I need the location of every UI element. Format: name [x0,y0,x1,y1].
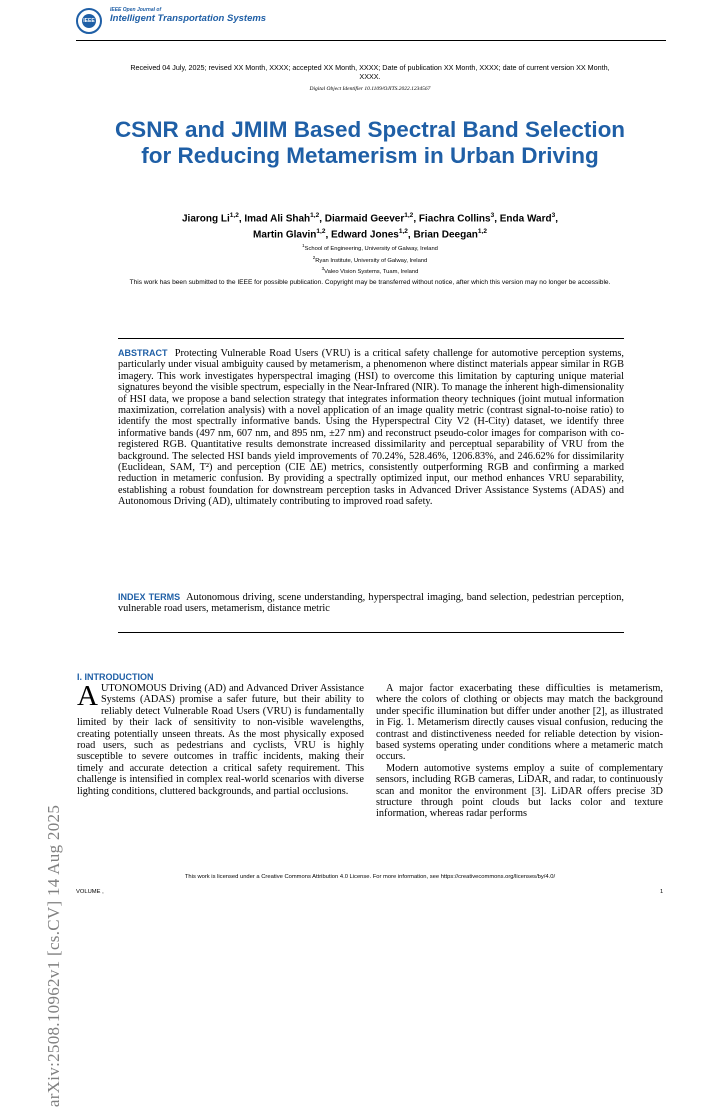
author-list: Jiarong Li$^{1,2}$, Imad Ali Shah$^{1,2}$, Diarmaid Geever$^{1,2}$, Fiachra Collins$^3$, Enda Ward$^3$, Martin Glavin$^{1,2}$, Edward Jones$^{1,2}$, Brian Deegan$^{1,2}$ [181,212,559,241]
journal-series-label: IEEE Open Journal of [110,7,162,13]
index-terms [118,592,624,615]
license-footer: This work is licensed under a Creative Commons Attribution 4.0 License. For more information, see https://creativecommons.org/licenses/by/4.0/ [184,874,556,880]
right-column [376,683,663,820]
journal-logo [76,8,102,34]
author-affiliation-mark: 1,2 [404,212,414,219]
author-name: Diarmaid Geever [324,213,405,225]
abstract-bottom-rule [118,632,624,633]
affiliations [120,242,620,277]
author-name: Fiachra Collins [418,213,491,225]
journal-logo-mark: IEEE [82,14,96,28]
header-divider [76,40,666,41]
intro-paragraph-1 [77,680,364,797]
author-name: Edward Jones [331,229,399,241]
index-terms-text: Autonomous driving, scene understanding, hyperspectral imaging, band selection, pedestrian perception, vulnerable road users, metamerism, distance metric [118,592,624,615]
author-affiliation-mark: 3 [551,212,556,219]
author-affiliation-mark: 1,2 [310,212,320,219]
journal-name: Intelligent Transportation Systems [110,13,267,24]
author-name: Jiarong Li [181,213,230,225]
arxiv-stamp: arXiv:2508.10962v1 [cs.CV] 14 Aug 2025 [44,804,63,1107]
affiliation-line: $^3$Valeo Vision Systems, Tuam, Ireland [321,266,419,275]
abstract [118,348,624,508]
abstract-label: ABSTRACT [118,348,168,358]
affiliation-line: $^2$Ryan Institute, University of Galway, Ireland [312,254,428,264]
author-affiliation-mark: 1,2 [229,212,239,219]
received-dates: Received 04 July, 2025; revised XX Month, XXXX; accepted XX Month, XXXX; Date of publication XX Month, XXXX; date of current version XX Month, XXXX. [130,63,610,81]
author-affiliation-mark: 3 [490,212,495,219]
author-name: Brian Deegan [413,229,478,241]
abstract-top-rule [118,338,624,339]
dropcap-letter: A [77,680,98,712]
abstract-text: Protecting Vulnerable Road Users (VRU) is a critical safety challenge for automotive perception systems, particularly under visual ambiguity caused by metamerism, a phenomenon where distinct materials appear similar in RGB imagery. This work investigates hyperspectral imaging (HSI) to overcome this limitation by capturing unique material signatures beyond the visible spectrum, especially in the Near-Infrared (NIR). To manage the inherent high-dimensionality of HSI data, we propose a band selection strategy that integrates information theory techniques (joint mutual information maximization, correlation analysis) with a novel application of an image quality metric (contrast signal-to-noise ratio) to identify the most spectrally informative bands. Using the Hyperspectral City V2 (H-City) dataset, we identify three informative bands (497 nm, 607 nm, and 895 nm, ±27 nm) and reconstruct pseudo-color images for comparison with co-registered RGB. Quantitative results demonstrate increased dissimilarity and perceptual separability of VRU from the background. The selected HSI bands yield improvements of 70.24%, 528.46%, 1206.83%, and 246.62% for dissimilarity (Euclidean, SAM, T²) and perception (CIE ΔE) metrics, consistently outperforming RGB and confirming a marked reduction in metameric confusion. By providing a spectrally optimized input, our method enhances VRU separability, establishing a robust foundation for downstream perception tasks in Advanced Driver Assistance Systems (ADAS) and Autonomous Driving (AD), ultimately contributing to improved road safety. [118,348,624,508]
author-affiliation-mark: 1,2 [316,228,326,236]
paper-title: CSNR and JMIM Based Spectral Band Selection for Reducing Metamerism in Urban Driving [114,117,626,168]
doi: Digital Object Identifier 10.1109/OJITS.2022.1234567 [309,86,431,92]
affiliation-line: $^1$School of Engineering, University of Galway, Ireland [302,243,438,252]
left-column [77,672,364,797]
author-name: Martin Glavin [253,229,317,241]
page-number: 1 [660,889,664,895]
submission-notice: This work has been submitted to the IEEE for possible publication. Copyright may be transferred without notice, after which this version may no longer be accessible. [129,279,611,286]
index-terms-label: INDEX TERMS [118,592,181,602]
intro-paragraph-1-text: UTONOMOUS Driving (AD) and Advanced Driver Assistance Systems (ADAS) promise a safer future, but their ability to reliably detect Vulnerable Road Users (VRU) is fundamentally limited by their lack of sensitivity to non-visible wavelengths, creating potentially unseen threats. As the most physically exposed road users, such as pedestrians and cyclists, VRU is highly susceptible to severe outcomes in traffic incidents, making their timely and accurate detection a critical safety requirement. This challenge is intensified in complex real-world scenarios with diverse lighting conditions, cluttered backgrounds, and partial occlusions. [77,683,364,797]
volume-footer: VOLUME , [76,889,104,895]
author-affiliation-mark: 1,2 [398,228,408,236]
intro-paragraph-3: Modern automotive systems employ a suite of complementary sensors, including RGB cameras, LiDAR, and radar, to continuously scan and monitor the environment [3]. LiDAR offers precise 3D structure through point clouds but lacks color and texture information, whereas radar performs [376,762,663,820]
intro-paragraph-2: A major factor exacerbating these difficulties is metamerism, where the colors of clothing or objects may match the background under specific illumination but differ under another [2], as illustrated in Fig. 1. Metamerism directly causes visual confusion, reducing the contrast and distinctiveness needed for reliable detection by vision-based systems operating under conditions where a metameric match occurs. [376,683,663,763]
author-affiliation-mark: 1,2 [477,228,487,236]
author-name: Enda Ward [499,213,552,225]
section-heading: I. INTRODUCTION [77,672,154,682]
author-name: Imad Ali Shah [244,213,311,225]
